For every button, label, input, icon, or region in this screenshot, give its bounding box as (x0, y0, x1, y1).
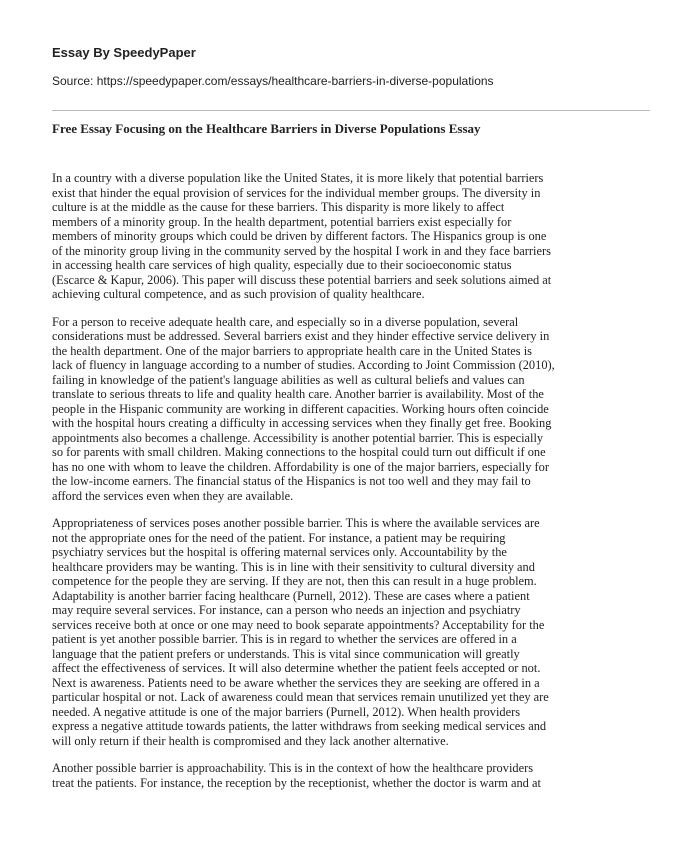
paragraph-line: culture is at the middle as the cause for these barriers. This disparity is more likely to affect (52, 200, 505, 214)
essay-title: Free Essay Focusing on the Healthcare Barriers in Diverse Populations Essay (52, 121, 481, 136)
paragraph-line: failing in knowledge of the patient's language abilities as well as cultural beliefs and values can (52, 372, 525, 387)
paragraph-line: Another possible barrier is approachability. This is in the context of how the healthcare providers (52, 761, 534, 775)
paragraph-line: appointments also becomes a challenge. Accessibility is another potential barrier. This is especially (52, 430, 544, 445)
paragraph-line: in accessing health care services of high quality, especially due to their socioeconomic status (52, 258, 512, 272)
paragraph-line: members of minority groups which could be driven by different factors. The Hispanics group is one (52, 229, 547, 243)
paragraph-line: afford the services even when they are available. (52, 488, 294, 503)
paragraph-line: services receive both at once or one may need to book separate appointments? Acceptability for the (52, 617, 545, 632)
paragraph-line: has no one with whom to leave the children. Affordability is one of the major barriers, especially for (52, 459, 549, 474)
paragraph-line: In a country with a diverse population like the United States, it is more likely that potential barriers (52, 171, 544, 185)
paragraph-line: the low-income earners. The financial status of the Hispanics is not too well and they may fail to (52, 474, 531, 488)
paragraph-line: of the minority group living in the community served by the hospital I work in and they face barriers (52, 243, 551, 258)
paragraph-line: lack of fluency in language according to a number of studies. According to Joint Commission (2010), (52, 358, 555, 372)
paragraph-line: with the hospital hours creating a difficulty in accessing services when they finally get free. Booking (52, 416, 552, 430)
paragraph-line: patient is yet another possible barrier. This is in regard to whether the services are offered in a (52, 632, 517, 646)
paragraph-line: members of a minority group. In the health department, potential barriers exist especially for (52, 214, 512, 229)
paragraph-line: people in the Hispanic community are working in different capacities. Working hours often coincide (52, 401, 549, 416)
essay-body (52, 171, 650, 803)
essay-paragraph (52, 171, 650, 302)
document-source-url: Source: https://speedypaper.com/essays/healthcare-barriers-in-diverse-populations (52, 74, 494, 88)
paragraph-line: Appropriateness of services poses another possible barrier. This is where the available services are (52, 516, 540, 530)
paragraph-line: For a person to receive adequate health care, and especially so in a diverse population, several (52, 314, 519, 329)
paragraph-line: the health department. One of the major barriers to appropriate health care in the United States is (52, 343, 532, 358)
essay-paragraph (52, 315, 650, 504)
paragraph-line: will only return if their health is compromised and they lack another alternative. (52, 733, 449, 748)
paragraph-line: Next is awareness. Patients need to be aware whether the services they are seeking are offered in a (52, 675, 540, 690)
paragraph-line: express a negative attitude towards patients, the latter withdraws from seeking medical services and (52, 719, 547, 733)
paragraph-line: healthcare providers may be wanting. This is in line with their sensitivity to cultural diversity and (52, 559, 535, 574)
paragraph-line: so for parents with small children. Making connections to the hospital could turn out difficult if one (52, 445, 546, 459)
paragraph-line: exist that hinder the equal provision of services for the individual member groups. The diversity in (52, 185, 541, 200)
paragraph-line: not the appropriate ones for the need of the patient. For instance, a patient may be requiring (52, 530, 506, 545)
paragraph-line: competence for the people they are serving. If they are not, then this can result in a huge problem. (52, 574, 537, 588)
paragraph-line: (Escarce & Kapur, 2006). This paper will discuss these potential barriers and seek solutions aimed at (52, 272, 552, 287)
paragraph-line: translate to serious threats to life and quality health care. Another barrier is availability. Most of the (52, 387, 544, 401)
paragraph-line: needed. A negative attitude is one of the major barriers (Purnell, 2012). When health providers (52, 704, 521, 719)
paragraph-line: psychiatry services but the hospital is offering maternal services only. Accountability by the (52, 545, 507, 559)
paragraph-line: achieving cultural competence, and as such provision of quality healthcare. (52, 287, 425, 301)
header-divider (52, 110, 650, 111)
essay-paragraph (52, 516, 650, 748)
document-header-title: Essay By SpeedyPaper (52, 45, 196, 60)
paragraph-line: Adaptability is another barrier facing healthcare (Purnell, 2012). These are cases where a patient (52, 588, 530, 603)
paragraph-line: considerations must be addressed. Several barriers exist and they hinder effective service delivery in (52, 329, 550, 343)
paragraph-line: treat the patients. For instance, the reception by the receptionist, whether the doctor is warm and at (52, 775, 541, 790)
paragraph-line: particular hospital or not. Lack of awareness could mean that services remain unutilized yet they are (52, 690, 549, 704)
paragraph-line: affect the effectiveness of services. It will also determine whether the patient feels accepted or not. (52, 661, 541, 675)
paragraph-line: may require several services. For instance, can a person who needs an injection and psychiatry (52, 603, 521, 617)
essay-paragraph (52, 761, 650, 790)
paragraph-line: language that the patient prefers or understands. This is vital since communication will greatly (52, 646, 520, 661)
